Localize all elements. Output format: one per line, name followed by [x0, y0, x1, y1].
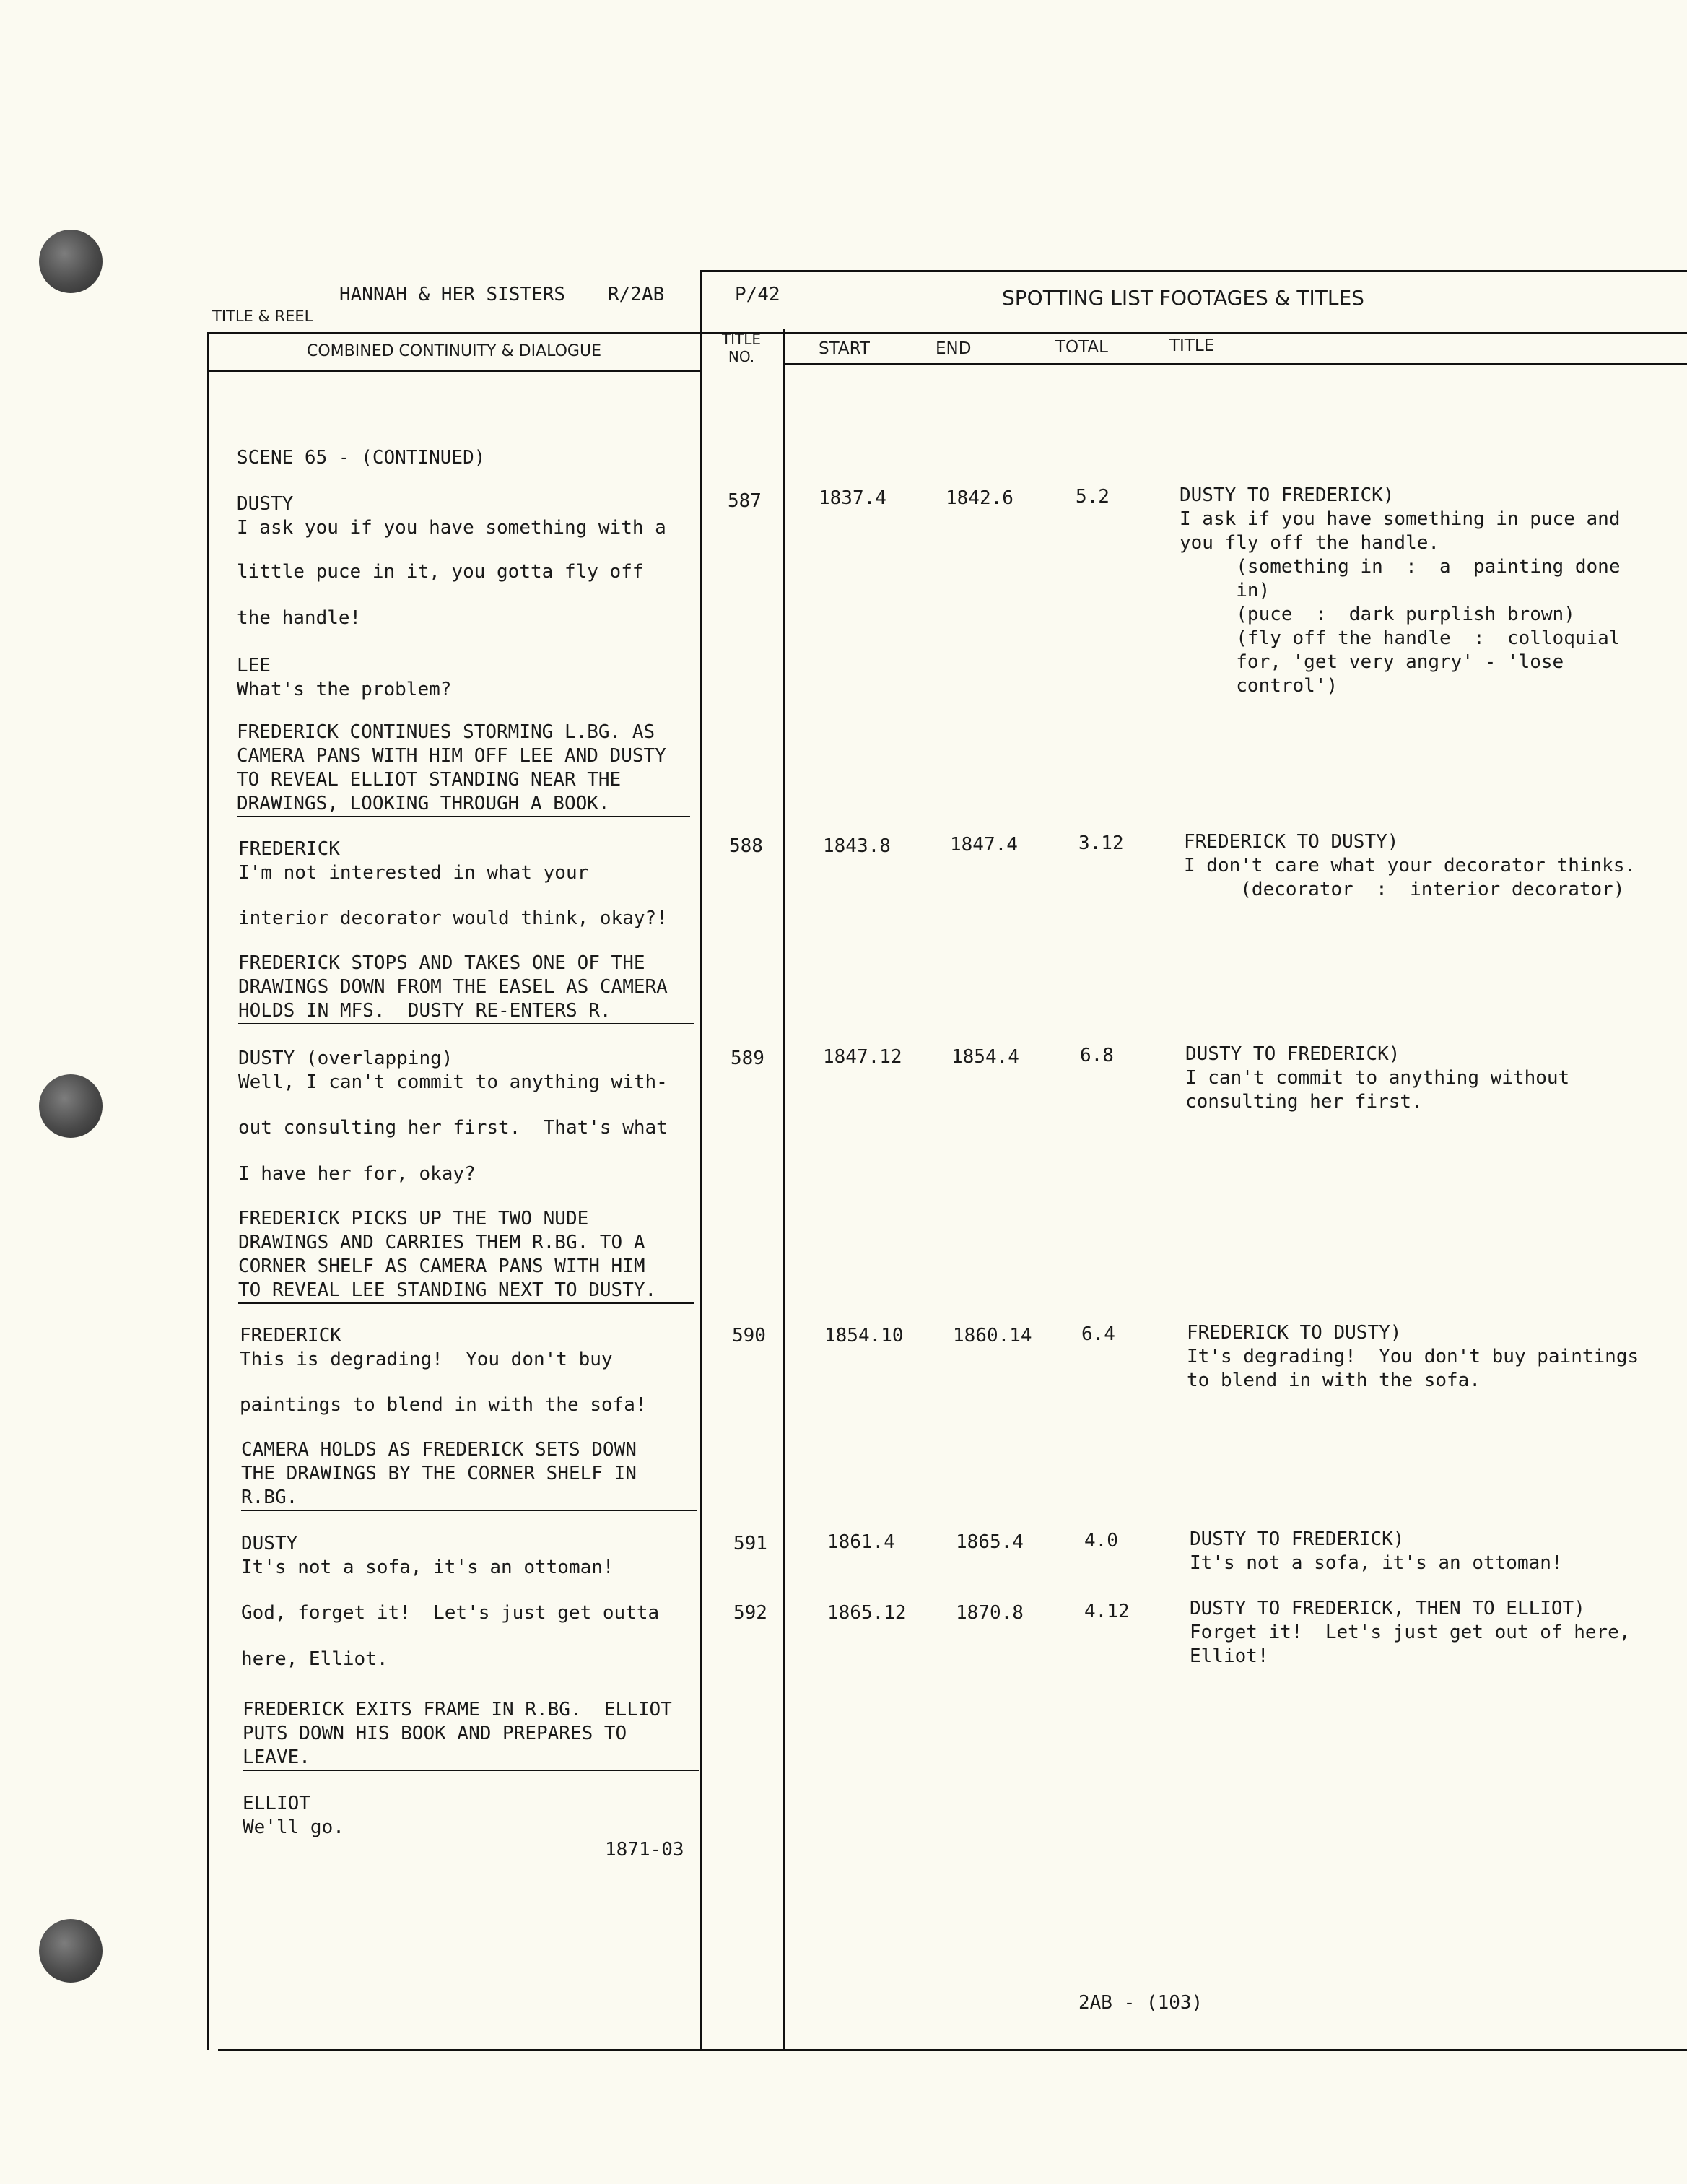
dialogue-dusty-2: DUSTY (overlapping) Well, I can't commit to anything with- [238, 1048, 668, 1093]
column-header-bottom-line-right [783, 363, 1687, 365]
start-footage: 1843.8 [823, 835, 891, 857]
title-number: 587 [728, 490, 762, 512]
end-footage: 1847.4 [950, 834, 1018, 856]
subtitle-text: DUSTY TO FREDERICK, THEN TO ELLIOT) Forget it! Let's just get out of here, Elliot! [1190, 1598, 1631, 1667]
title-no-right-line [783, 329, 785, 2050]
dialogue-dusty-3: DUSTY It's not a sofa, it's an ottoman! [241, 1533, 614, 1578]
dialogue-frederick-1: FREDERICK I'm not interested in what your [238, 838, 589, 884]
dialogue-dusty-3-line2: God, forget it! Let's just get outta [241, 1602, 660, 1624]
reel-number: R/2AB [608, 284, 665, 305]
end-footage: 1854.4 [951, 1046, 1019, 1068]
dialogue-frederick-1-line2: interior decorator would think, okay?! [238, 908, 668, 929]
subtitle-text: DUSTY TO FREDERICK) It's not a sofa, it's an ottoman! [1190, 1528, 1563, 1574]
start-column-header: START [819, 339, 870, 358]
subtitle-text: FREDERICK TO DUSTY) It's degrading! You don't buy paintings to blend in with the sofa. [1187, 1322, 1639, 1391]
total-column-header: TOTAL [1055, 338, 1108, 357]
dialogue-dusty-2-line2: out consulting her first. That's what [238, 1117, 668, 1139]
frame-top-line [700, 270, 1687, 272]
title-number: 588 [729, 835, 763, 857]
dialogue-lee: LEE What's the problem? [237, 655, 452, 700]
start-footage: 1837.4 [819, 487, 886, 509]
end-footage: 1860.14 [953, 1325, 1032, 1346]
title-number: 592 [733, 1602, 767, 1624]
subtitle-text: DUSTY TO FREDERICK) I can't commit to anything without consulting her first. [1185, 1043, 1570, 1113]
title-no-left-line [700, 270, 702, 2050]
binder-hole-top [39, 230, 103, 293]
title-reel-label: TITLE & REEL [212, 308, 313, 325]
total-footage: 5.2 [1076, 486, 1110, 508]
binder-hole-bottom [39, 1919, 103, 1983]
start-footage: 1865.12 [827, 1602, 907, 1624]
title-number: 591 [733, 1533, 767, 1554]
frame-bottom-line [218, 2049, 1687, 2051]
total-footage: 4.0 [1084, 1530, 1118, 1552]
dialogue-dusty-1: DUSTY I ask you if you have something with a [237, 493, 666, 539]
subtitle-text: DUSTY TO FREDERICK) I ask if you have something in puce and you fly off the handle. (something in : a painting done in) (puce : dark purplish brown) (fly off the handle : colloquial for, 'get very angry' - 'lose control') [1180, 484, 1621, 697]
title-no-column-header: TITLE NO. [721, 331, 762, 365]
dialogue-elliot: ELLIOT We'll go. [243, 1793, 344, 1838]
dialogue-dusty-1-line3: the handle! [237, 607, 362, 629]
column-header-bottom-line [207, 370, 700, 372]
end-footage: 1865.4 [956, 1531, 1024, 1553]
page-number: P/42 [735, 284, 780, 305]
start-footage: 1847.12 [823, 1046, 902, 1068]
action-description-4: CAMERA HOLDS AS FREDERICK SETS DOWN THE DRAWINGS BY THE CORNER SHELF IN R.BG. [241, 1438, 697, 1511]
total-footage: 6.8 [1080, 1045, 1114, 1066]
start-footage: 1854.10 [824, 1325, 904, 1346]
header-divider-line [207, 332, 1687, 334]
binder-hole-middle [39, 1074, 103, 1138]
end-footage: 1870.8 [956, 1602, 1024, 1624]
footage-end: 1871-03 [605, 1839, 684, 1861]
dialogue-dusty-3-line3: here, Elliot. [241, 1648, 388, 1670]
continuity-column-header: COMBINED CONTINUITY & DIALOGUE [307, 342, 601, 360]
title-column-header: TITLE [1169, 336, 1215, 355]
action-description-5: FREDERICK EXITS FRAME IN R.BG. ELLIOT PUTS DOWN HIS BOOK AND PREPARES TO LEAVE. [243, 1698, 699, 1771]
action-description-3: FREDERICK PICKS UP THE TWO NUDE DRAWINGS AND CARRIES THEM R.BG. TO A CORNER SHELF AS CAMERA PANS WITH HIM TO REVEAL LEE STANDING NEXT TO DUSTY. [238, 1207, 694, 1304]
page-code: 2AB - (103) [1078, 1992, 1203, 2014]
film-title: HANNAH & HER SISTERS [339, 284, 566, 305]
total-footage: 4.12 [1084, 1601, 1130, 1622]
spotting-list-heading: SPOTTING LIST FOOTAGES & TITLES [1002, 286, 1364, 310]
action-description-2: FREDERICK STOPS AND TAKES ONE OF THE DRAWINGS DOWN FROM THE EASEL AS CAMERA HOLDS IN MFS. DUSTY RE-ENTERS R. [238, 952, 694, 1024]
action-description-1: FREDERICK CONTINUES STORMING L.BG. AS CAMERA PANS WITH HIM OFF LEE AND DUSTY TO REVEAL ELLIOT STANDING NEAR THE DRAWINGS, LOOKING THROUGH A BOOK. [237, 721, 690, 817]
total-footage: 6.4 [1081, 1323, 1115, 1345]
title-number: 589 [731, 1048, 764, 1069]
frame-left-line [207, 332, 209, 2050]
dialogue-dusty-2-line3: I have her for, okay? [238, 1163, 476, 1185]
dialogue-dusty-1-line2: little puce in it, you gotta fly off [237, 561, 644, 583]
dialogue-frederick-2: FREDERICK This is degrading! You don't buy [240, 1325, 613, 1370]
scene-heading: SCENE 65 - (CONTINUED) [237, 447, 486, 469]
subtitle-text: FREDERICK TO DUSTY) I don't care what your decorator thinks. (decorator : interior decorator) [1184, 831, 1636, 900]
title-number: 590 [732, 1325, 766, 1346]
start-footage: 1861.4 [827, 1531, 895, 1553]
end-footage: 1842.6 [946, 487, 1013, 509]
end-column-header: END [936, 339, 972, 358]
dialogue-frederick-2-line2: paintings to blend in with the sofa! [240, 1394, 647, 1416]
total-footage: 3.12 [1078, 832, 1124, 854]
